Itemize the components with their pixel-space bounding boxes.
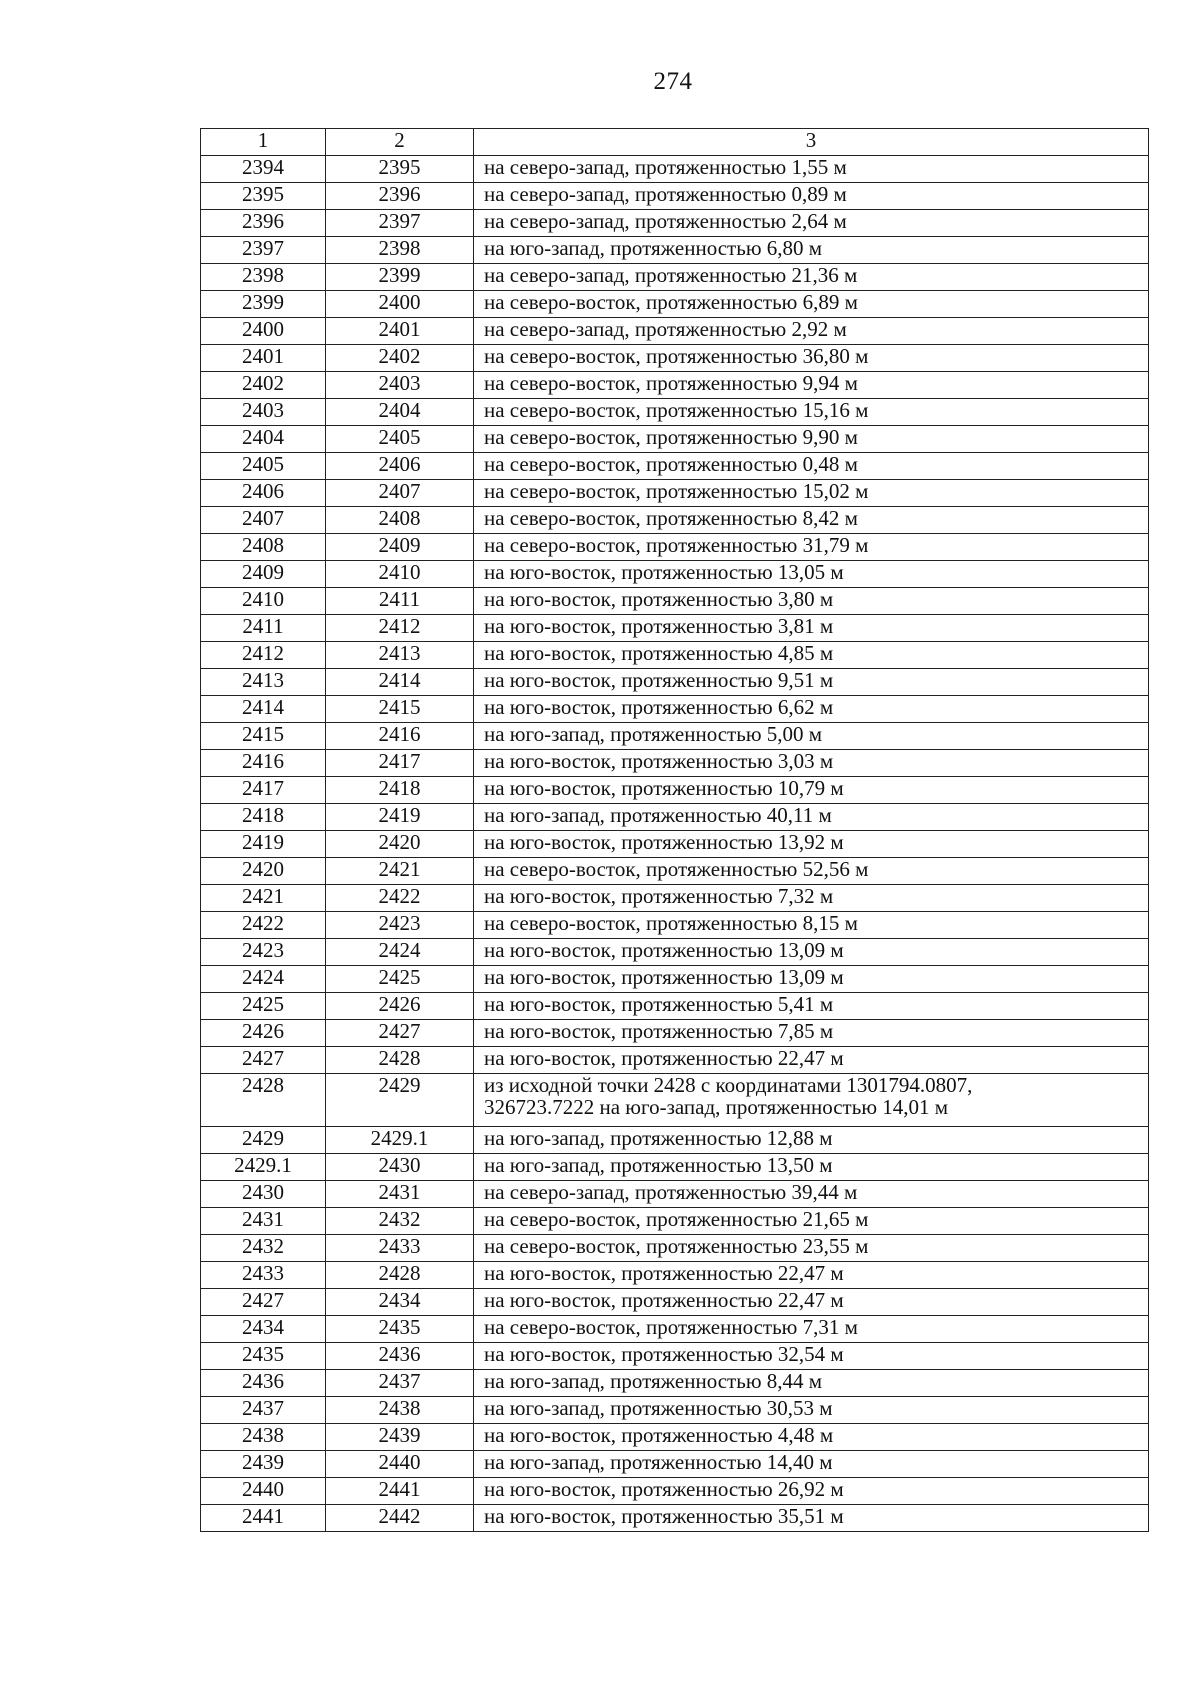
from-point-cell: 2412 [201,642,326,669]
to-point-cell: 2409 [326,534,474,561]
from-point-cell: 2408 [201,534,326,561]
from-point-cell: 2404 [201,426,326,453]
to-point-cell: 2422 [326,885,474,912]
to-point-cell: 2427 [326,1020,474,1047]
from-point-cell: 2439 [201,1451,326,1478]
description-cell: на северо-восток, протяженностью 52,56 м [474,858,1149,885]
table-header-row [201,129,1149,156]
description-cell: на юго-восток, протяженностью 4,85 м [474,642,1149,669]
from-point-cell: 2413 [201,669,326,696]
from-point-cell: 2396 [201,210,326,237]
description-cell: на северо-запад, протяженностью 1,55 м [474,156,1149,183]
to-point-cell: 2442 [326,1505,474,1532]
table-row [201,1020,1149,1047]
to-point-cell: 2424 [326,939,474,966]
from-point-cell: 2438 [201,1424,326,1451]
description-cell: на северо-восток, протяженностью 8,42 м [474,507,1149,534]
table-row [201,399,1149,426]
from-point-cell: 2399 [201,291,326,318]
from-point-cell: 2398 [201,264,326,291]
description-cell: на юго-восток, протяженностью 3,03 м [474,750,1149,777]
description-cell: на северо-восток, протяженностью 7,31 м [474,1316,1149,1343]
description-cell: на юго-восток, протяженностью 6,62 м [474,696,1149,723]
table-row [201,858,1149,885]
to-point-cell: 2416 [326,723,474,750]
table-row [201,1208,1149,1235]
to-point-cell: 2428 [326,1047,474,1074]
table-row [201,1478,1149,1505]
table-row [201,291,1149,318]
description-cell: на северо-запад, протяженностью 2,92 м [474,318,1149,345]
to-point-cell: 2396 [326,183,474,210]
description-cell: на юго-восток, протяженностью 5,41 м [474,993,1149,1020]
description-cell: на северо-запад, протяженностью 2,64 м [474,210,1149,237]
to-point-cell: 2417 [326,750,474,777]
from-point-cell: 2420 [201,858,326,885]
table-row [201,183,1149,210]
table-row [201,1451,1149,1478]
description-cell: на юго-восток, протяженностью 13,92 м [474,831,1149,858]
description-cell: на северо-восток, протяженностью 15,02 м [474,480,1149,507]
to-point-cell: 2405 [326,426,474,453]
to-point-cell: 2395 [326,156,474,183]
table-row [201,588,1149,615]
description-cell: на юго-запад, протяженностью 8,44 м [474,1370,1149,1397]
from-point-cell: 2427 [201,1289,326,1316]
description-cell: на юго-восток, протяженностью 7,32 м [474,885,1149,912]
table-row [201,642,1149,669]
from-point-cell: 2421 [201,885,326,912]
from-point-cell: 2423 [201,939,326,966]
to-point-cell: 2441 [326,1478,474,1505]
description-cell: на северо-восток, протяженностью 23,55 м [474,1235,1149,1262]
from-point-cell: 2429.1 [201,1154,326,1181]
boundary-table [200,128,1149,1532]
table-row [201,750,1149,777]
to-point-cell: 2398 [326,237,474,264]
table-row [201,345,1149,372]
description-cell: на юго-восток, протяженностью 13,09 м [474,939,1149,966]
to-point-cell: 2429 [326,1074,474,1127]
from-point-cell: 2405 [201,453,326,480]
table-row [201,507,1149,534]
from-point-cell: 2419 [201,831,326,858]
from-point-cell: 2407 [201,507,326,534]
from-point-cell: 2424 [201,966,326,993]
to-point-cell: 2399 [326,264,474,291]
from-point-cell: 2431 [201,1208,326,1235]
from-point-cell: 2394 [201,156,326,183]
to-point-cell: 2414 [326,669,474,696]
from-point-cell: 2409 [201,561,326,588]
from-point-cell: 2430 [201,1181,326,1208]
to-point-cell: 2434 [326,1289,474,1316]
description-cell: на юго-запад, протяженностью 6,80 м [474,237,1149,264]
from-point-cell: 2416 [201,750,326,777]
to-point-cell: 2440 [326,1451,474,1478]
table-row [201,1397,1149,1424]
table-row [201,426,1149,453]
description-cell: на северо-запад, протяженностью 0,89 м [474,183,1149,210]
description-cell: на юго-восток, протяженностью 9,51 м [474,669,1149,696]
to-point-cell: 2397 [326,210,474,237]
to-point-cell: 2411 [326,588,474,615]
to-point-cell: 2428 [326,1262,474,1289]
to-point-cell: 2432 [326,1208,474,1235]
description-cell: на юго-восток, протяженностью 22,47 м [474,1289,1149,1316]
description-cell: на юго-восток, протяженностью 3,81 м [474,615,1149,642]
description-cell: на юго-запад, протяженностью 13,50 м [474,1154,1149,1181]
to-point-cell: 2404 [326,399,474,426]
table-row [201,912,1149,939]
table-row [201,1181,1149,1208]
description-cell: на юго-запад, протяженностью 30,53 м [474,1397,1149,1424]
from-point-cell: 2428 [201,1074,326,1127]
to-point-cell: 2421 [326,858,474,885]
from-point-cell: 2397 [201,237,326,264]
description-cell: на юго-восток, протяженностью 4,48 м [474,1424,1149,1451]
from-point-cell: 2418 [201,804,326,831]
to-point-cell: 2437 [326,1370,474,1397]
description-cell: на северо-запад, протяженностью 39,44 м [474,1181,1149,1208]
to-point-cell: 2430 [326,1154,474,1181]
table-row [201,993,1149,1020]
from-point-cell: 2432 [201,1235,326,1262]
table-row [201,696,1149,723]
from-point-cell: 2395 [201,183,326,210]
description-cell: на юго-восток, протяженностью 32,54 м [474,1343,1149,1370]
table-row [201,1343,1149,1370]
to-point-cell: 2419 [326,804,474,831]
table-row [201,1424,1149,1451]
to-point-cell: 2420 [326,831,474,858]
table-row [201,237,1149,264]
from-point-cell: 2433 [201,1262,326,1289]
table-row [201,966,1149,993]
description-cell: на северо-восток, протяженностью 6,89 м [474,291,1149,318]
to-point-cell: 2402 [326,345,474,372]
from-point-cell: 2437 [201,1397,326,1424]
to-point-cell: 2407 [326,480,474,507]
from-point-cell: 2441 [201,1505,326,1532]
to-point-cell: 2423 [326,912,474,939]
from-point-cell: 2427 [201,1047,326,1074]
table-row [201,1289,1149,1316]
to-point-cell: 2408 [326,507,474,534]
description-cell: на юго-восток, протяженностью 26,92 м [474,1478,1149,1505]
table-row [201,1235,1149,1262]
from-point-cell: 2435 [201,1343,326,1370]
to-point-cell: 2410 [326,561,474,588]
from-point-cell: 2429 [201,1127,326,1154]
to-point-cell: 2415 [326,696,474,723]
to-point-cell: 2406 [326,453,474,480]
from-point-cell: 2434 [201,1316,326,1343]
to-point-cell: 2418 [326,777,474,804]
from-point-cell: 2425 [201,993,326,1020]
from-point-cell: 2436 [201,1370,326,1397]
description-cell: на северо-восток, протяженностью 36,80 м [474,345,1149,372]
page-number: 274 [653,68,693,95]
description-cell: на северо-восток, протяженностью 31,79 м [474,534,1149,561]
from-point-cell: 2401 [201,345,326,372]
table-row [201,723,1149,750]
description-cell: на юго-восток, протяженностью 3,80 м [474,588,1149,615]
table-row [201,210,1149,237]
description-cell: на юго-запад, протяженностью 40,11 м [474,804,1149,831]
description-cell: на юго-восток, протяженностью 7,85 м [474,1020,1149,1047]
table-row [201,885,1149,912]
description-cell [474,1074,1149,1127]
description-cell: на северо-восток, протяженностью 8,15 м [474,912,1149,939]
to-point-cell: 2436 [326,1343,474,1370]
description-cell: на юго-восток, протяженностью 10,79 м [474,777,1149,804]
to-point-cell: 2401 [326,318,474,345]
table-row [201,453,1149,480]
description-cell: на юго-запад, протяженностью 12,88 м [474,1127,1149,1154]
from-point-cell: 2414 [201,696,326,723]
from-point-cell: 2406 [201,480,326,507]
table-row [201,534,1149,561]
table-row [201,804,1149,831]
to-point-cell: 2429.1 [326,1127,474,1154]
description-cell: на северо-восток, протяженностью 0,48 м [474,453,1149,480]
to-point-cell: 2413 [326,642,474,669]
table-row [201,372,1149,399]
table-row [201,939,1149,966]
table-row [201,831,1149,858]
description-cell: на северо-восток, протяженностью 9,90 м [474,426,1149,453]
from-point-cell: 2426 [201,1020,326,1047]
from-point-cell: 2411 [201,615,326,642]
description-cell: на юго-восток, протяженностью 35,51 м [474,1505,1149,1532]
header-col-2: 2 [326,129,474,156]
to-point-cell: 2439 [326,1424,474,1451]
table-row [201,1262,1149,1289]
description-cell: на северо-восток, протяженностью 21,65 м [474,1208,1149,1235]
table-row [201,480,1149,507]
to-point-cell: 2438 [326,1397,474,1424]
table-row [201,264,1149,291]
from-point-cell: 2402 [201,372,326,399]
from-point-cell: 2440 [201,1478,326,1505]
from-point-cell: 2410 [201,588,326,615]
description-cell: на северо-запад, протяженностью 21,36 м [474,264,1149,291]
description-line: из исходной точки 2428 с координатами 1301794.0807, [484,1073,973,1097]
description-cell: на северо-восток, протяженностью 15,16 м [474,399,1149,426]
to-point-cell: 2435 [326,1316,474,1343]
description-cell: на юго-запад, протяженностью 5,00 м [474,723,1149,750]
to-point-cell: 2426 [326,993,474,1020]
description-cell: на северо-восток, протяженностью 9,94 м [474,372,1149,399]
description-cell: на юго-запад, протяженностью 14,40 м [474,1451,1149,1478]
table-row [201,1074,1149,1127]
description-cell: на юго-восток, протяженностью 13,05 м [474,561,1149,588]
table-row [201,1316,1149,1343]
to-point-cell: 2431 [326,1181,474,1208]
to-point-cell: 2425 [326,966,474,993]
to-point-cell: 2433 [326,1235,474,1262]
from-point-cell: 2403 [201,399,326,426]
table-row [201,777,1149,804]
to-point-cell: 2400 [326,291,474,318]
table-row [201,1154,1149,1181]
table-row [201,156,1149,183]
description-cell: на юго-восток, протяженностью 22,47 м [474,1047,1149,1074]
table-row [201,1370,1149,1397]
from-point-cell: 2400 [201,318,326,345]
description-cell: на юго-восток, протяженностью 22,47 м [474,1262,1149,1289]
from-point-cell: 2422 [201,912,326,939]
from-point-cell: 2415 [201,723,326,750]
description-line: 326723.7222 на юго-запад, протяженностью 14,01 м [484,1095,949,1119]
table-row [201,615,1149,642]
header-col-3: 3 [474,129,1149,156]
from-point-cell: 2417 [201,777,326,804]
description-cell: на юго-восток, протяженностью 13,09 м [474,966,1149,993]
to-point-cell: 2412 [326,615,474,642]
table-row [201,1127,1149,1154]
header-col-1: 1 [201,129,326,156]
table-row [201,1505,1149,1532]
table-row [201,669,1149,696]
table-row [201,318,1149,345]
table-row [201,1047,1149,1074]
table-row [201,561,1149,588]
to-point-cell: 2403 [326,372,474,399]
